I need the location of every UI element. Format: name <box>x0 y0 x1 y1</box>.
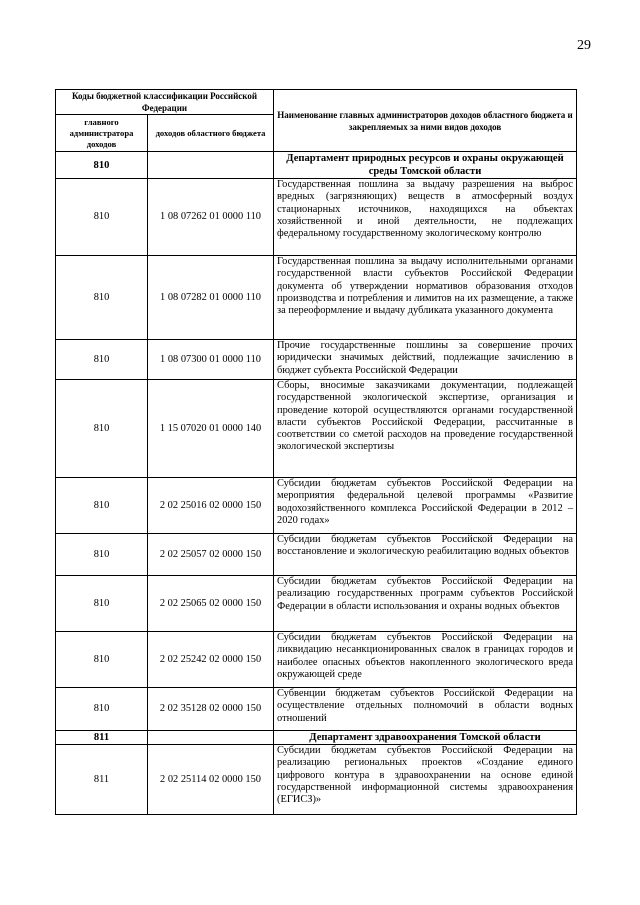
admin-code-cell: 810 <box>56 179 148 256</box>
income-code-cell: 1 08 07282 01 0000 110 <box>148 256 274 340</box>
income-description: Субсидии бюджетам субъектов Российской Федерации на ликвидацию несанкционированных свалок в границах городов и наиболее опасных объектов накопленного экологического вреда окружающей среде <box>274 632 577 688</box>
income-description: Государственная пошлина за выдачу исполнительными органами государственной власти субъектов Российской Федерации документа об утверждении нормативов образования отходов производства и потребления и лимитов на их размещение, а также за переоформление и выдачу дубликата указанного документа <box>274 256 577 340</box>
income-description: Государственная пошлина за выдачу разрешения на выброс вредных (загрязняющих) веществ в атмосферный воздух стационарных источников, находящихся на объектах хозяйственной и иной деятельности, не подлежащих федеральному государственному экологическому контролю <box>274 179 577 256</box>
admin-code-cell: 810 <box>56 478 148 534</box>
admin-code-cell: 810 <box>56 380 148 478</box>
admin-code-cell: 811 <box>56 731 148 745</box>
income-description: Субсидии бюджетам субъектов Российской Федерации на реализацию государственных программ субъектов Российской Федерации в области использования и охраны водных объектов <box>274 576 577 632</box>
income-code-cell: 2 02 35128 02 0000 150 <box>148 688 274 731</box>
admin-code-cell: 810 <box>56 534 148 576</box>
income-code-cell: 1 08 07262 01 0000 110 <box>148 179 274 256</box>
table-row <box>56 745 577 815</box>
income-code-cell: 2 02 25114 02 0000 150 <box>148 745 274 815</box>
income-description: Субвенции бюджетам субъектов Российской Федерации на осуществление отдельных полномочий в области водных отношений <box>274 688 577 731</box>
income-code-cell: 2 02 25057 02 0000 150 <box>148 534 274 576</box>
table-row <box>56 632 577 688</box>
income-code-cell: 2 02 25242 02 0000 150 <box>148 632 274 688</box>
admin-code-cell: 810 <box>56 632 148 688</box>
department-name: Департамент здравоохранения Томской области <box>274 731 577 745</box>
table-row <box>56 380 577 478</box>
income-description: Субсидии бюджетам субъектов Российской Федерации на реализацию региональных проектов «Создание единого цифрового контура в здравоохранении на основе единой государственной информационной системы здравоохранения (ЕГИСЗ)» <box>274 745 577 815</box>
header-income-column: доходов областного бюджета <box>148 115 274 152</box>
admin-code-cell: 811 <box>56 745 148 815</box>
table-row-dept <box>56 731 577 745</box>
header-admin-column: главного администратора доходов <box>56 115 148 152</box>
income-code-cell: 1 15 07020 01 0000 140 <box>148 380 274 478</box>
admin-code-cell: 810 <box>56 152 148 179</box>
table-row <box>56 534 577 576</box>
table-row <box>56 688 577 731</box>
table-row <box>56 478 577 534</box>
income-code-cell: 1 08 07300 01 0000 110 <box>148 340 274 380</box>
budget-classification-table <box>55 89 577 815</box>
income-description: Прочие государственные пошлины за совершение прочих юридически значимых действий, подлежащие зачислению в бюджет субъекта Российской Федерации <box>274 340 577 380</box>
income-description: Субсидии бюджетам субъектов Российской Федерации на восстановление и экологическую реабилитацию водных объектов <box>274 534 577 576</box>
header-name-column: Наименование главных администраторов доходов областного бюджета и закрепляемых за ними видов доходов <box>274 90 577 152</box>
admin-code-cell: 810 <box>56 340 148 380</box>
income-description: Субсидии бюджетам субъектов Российской Федерации на мероприятия федеральной целевой программы «Развитие водохозяйственного комплекса Российской Федерации в 2012 – 2020 годах» <box>274 478 577 534</box>
income-code-cell: 2 02 25016 02 0000 150 <box>148 478 274 534</box>
department-name: Департамент природных ресурсов и охраны окружающей среды Томской области <box>274 152 577 179</box>
admin-code-cell: 810 <box>56 576 148 632</box>
admin-code-cell: 810 <box>56 256 148 340</box>
income-code-cell <box>148 731 274 745</box>
header-group-title: Коды бюджетной классификации Российской Федерации <box>56 90 274 115</box>
table-row <box>56 256 577 340</box>
income-description: Сборы, вносимые заказчиками документации, подлежащей государственной экологической экспертизе, организация и проведение которой осуществляются органами государственной власти субъектов Российской Федерации, рассчитанные в соответствии со сметой расходов на проведение государственной экологической экспертизы <box>274 380 577 478</box>
table-row <box>56 179 577 256</box>
table-row <box>56 576 577 632</box>
income-code-cell <box>148 152 274 179</box>
table-row-dept <box>56 152 577 179</box>
table-row <box>56 340 577 380</box>
admin-code-cell: 810 <box>56 688 148 731</box>
page-number: 29 <box>577 38 591 53</box>
income-code-cell: 2 02 25065 02 0000 150 <box>148 576 274 632</box>
